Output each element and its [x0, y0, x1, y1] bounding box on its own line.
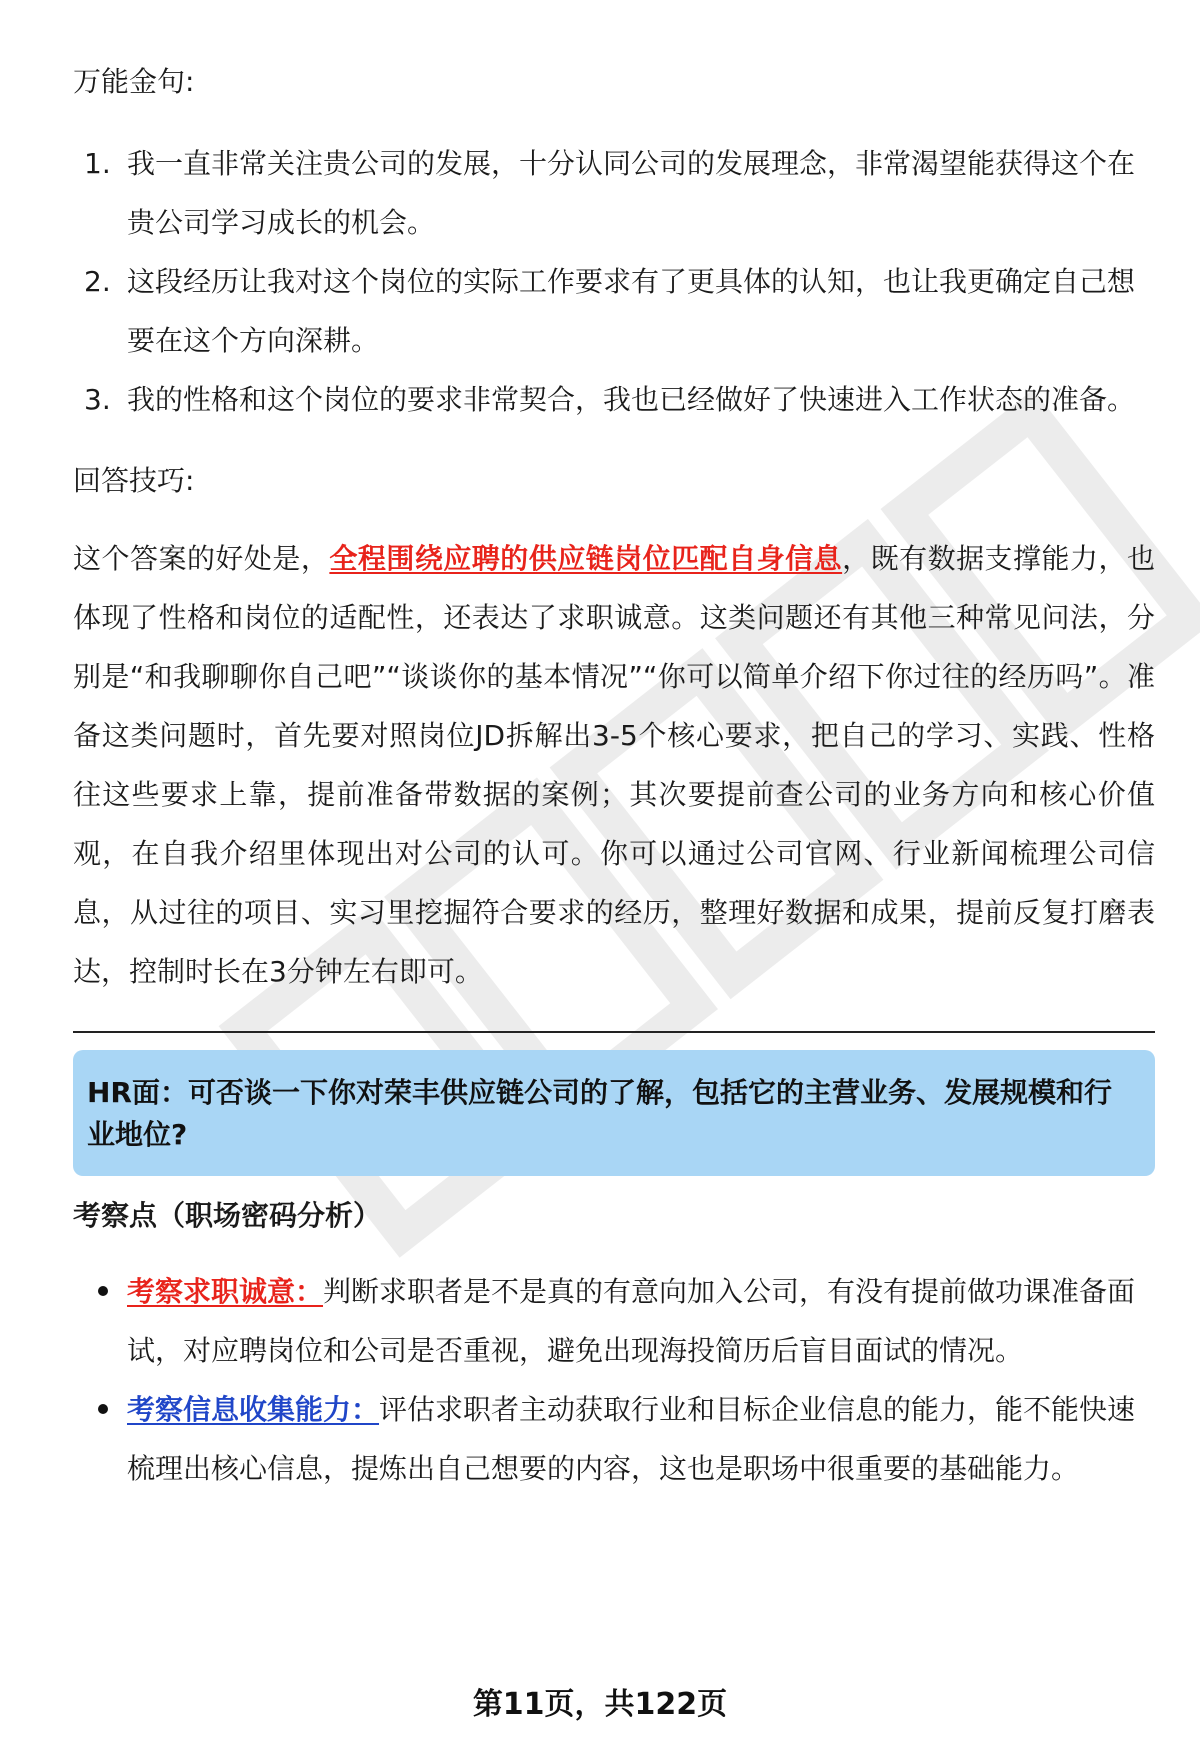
assessment-text: 评估求职者主动获取行业和目标企业信息的能力，能不能快速梳理出核心信息，提炼出自己想要的内容，这也是职场中很重要的基础能力。 [127, 1393, 1136, 1485]
list-item [73, 1262, 1155, 1380]
question-box [73, 1050, 1155, 1176]
list-item [73, 134, 1155, 252]
section-divider [73, 1031, 1155, 1033]
list-item [73, 1380, 1155, 1498]
tips-body: ，既有数据支撑能力，也体现了性格和岗位的适配性，还表达了求职诚意。这类问题还有其他三种常见问法，分别是“和我聊聊你自己吧”“谈谈你的基本情况”“你可以简单介绍下你过往的经历吗”。准备这类问题时，首先要对照岗位JD拆解出3-5个核心要求，把自己的学习、实践、性格往这些要求上靠，提前准备带数据的案例；其次要提前查公司的业务方向和核心价值观，在自我介绍里体现出对公司的认可。你可以通过公司官网、行业新闻梳理公司信息，从过往的项目、实习里挖掘符合要求的经历，整理好数据和成果，提前反复打磨表达，控制时长在3分钟左右即可。 [73, 542, 1155, 988]
list-item [73, 252, 1155, 370]
assessment-key: 考察求职诚意： [127, 1275, 324, 1308]
main-content [73, 60, 1155, 1498]
list-item [73, 370, 1155, 429]
golden-phrases-label: 万能金句: [73, 65, 195, 98]
list-item-text: 这段经历让我对这个岗位的实际工作要求有了更具体的认知，也让我更确定自己想要在这个方向深耕。 [127, 265, 1136, 357]
tips-paragraph [73, 529, 1155, 1001]
assessment-text: 判断求职者是不是真的有意向加入公司，有没有提前做功课准备面试，对应聘岗位和公司是否重视，避免出现海投简历后盲目面试的情况。 [127, 1275, 1136, 1367]
assessment-heading: 考察点（职场密码分析） [73, 1199, 382, 1232]
tips-label: 回答技巧: [73, 464, 195, 497]
bullet-icon [98, 1404, 108, 1414]
list-number: 3. [84, 383, 111, 416]
list-number: 2. [84, 265, 111, 298]
assessment-list [73, 1262, 1155, 1498]
page-number: 第11页，共122页 [472, 1687, 728, 1722]
tips-highlight: 全程围绕应聘的供应链岗位匹配自身信息 [329, 542, 843, 575]
golden-phrases-list [73, 134, 1155, 429]
list-number: 1. [84, 147, 111, 180]
tips-intro: 这个答案的好处是， [73, 542, 330, 575]
question-text: HR面：可否谈一下你对荣丰供应链公司的了解，包括它的主营业务、发展规模和行业地位? [87, 1076, 1112, 1151]
list-item-text: 我的性格和这个岗位的要求非常契合，我也已经做好了快速进入工作状态的准备。 [127, 383, 1136, 416]
assessment-key: 考察信息收集能力： [127, 1393, 380, 1426]
list-item-text: 我一直非常关注贵公司的发展，十分认同公司的发展理念，非常渴望能获得这个在贵公司学习成长的机会。 [127, 147, 1136, 239]
bullet-icon [98, 1286, 108, 1296]
